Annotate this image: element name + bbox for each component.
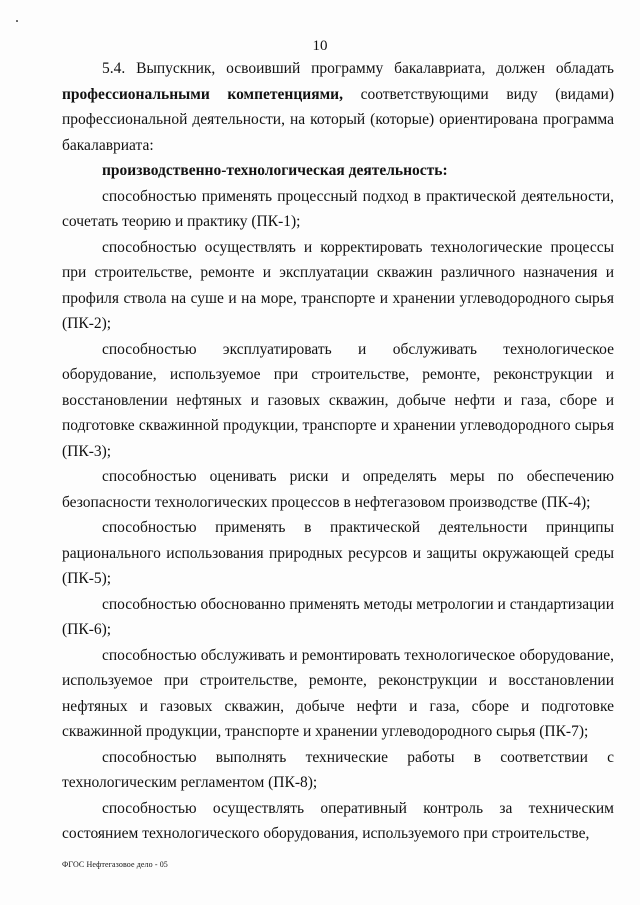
intro-text-start: 5.4. Выпускник, освоивший программу бакалавриата, должен обладать	[102, 60, 614, 77]
competency-item-pk-9-partial: способностью осуществлять оперативный контроль за техническим состоянием технологического оборудования, используемого при строительстве,	[62, 799, 614, 842]
competency-item-pk-2: способностью осуществлять и корректировать технологические процессы при строительстве, ремонте и эксплуатации скважин различного назначения и профиля ствола на суше и на море, транспорте и хранении углеводородного сырья (ПК-2);	[62, 238, 614, 332]
footer-note: ФГОС Нефтегазовое дело - 05	[62, 860, 168, 869]
scan-speck	[16, 20, 18, 22]
intro-paragraph	[62, 56, 614, 158]
intro-text-end: соответствующими виду (видами) профессиональной деятельности, на который (которые) ориентирована программа бакалавриата:	[62, 85, 615, 154]
competency-item-pk-8: способностью выполнять технические работы в соответствии с технологическим регламентом (ПК-8);	[62, 748, 614, 791]
competency-item-pk-5: способностью применять в практической деятельности принципы рационального использования природных ресурсов и защиты окружающей среды (ПК-5);	[62, 519, 614, 587]
page-number: 10	[312, 38, 328, 54]
competency-item-pk-6: способностью обоснованно применять методы метрологии и стандартизации (ПК-6);	[62, 595, 614, 638]
document-body	[62, 56, 614, 847]
competency-item-pk-4: способностью оценивать риски и определять меры по обеспечению безопасности технологических процессов в нефтегазовом производстве (ПК-4);	[62, 468, 614, 511]
activity-heading: производственно-технологическая деятельность:	[102, 162, 448, 179]
competency-item-pk-7: способностью обслуживать и ремонтировать технологическое оборудование, используемое при строительстве, ремонте, реконструкции и восстановлении нефтяных и газовых скважин, добыче нефти и газа, сборе и подготовке скважинной продукции, транспорте и хранении углеводородного сырья (ПК-7);	[62, 646, 614, 740]
competency-item-pk-1: способностью применять процессный подход в практической деятельности, сочетать теорию и практику (ПК-1);	[62, 187, 614, 230]
competency-item-pk-3: способностью эксплуатировать и обслуживать технологическое оборудование, используемое при строительстве, ремонте, реконструкции и восстановлении нефтяных и газовых скважин, добыче нефти и газа, сборе и подготовке скважинной продукции, транспорте и хранении углеводородного сырья (ПК-3);	[62, 340, 614, 460]
intro-bold-term: профессиональными компетенциями,	[62, 85, 343, 103]
